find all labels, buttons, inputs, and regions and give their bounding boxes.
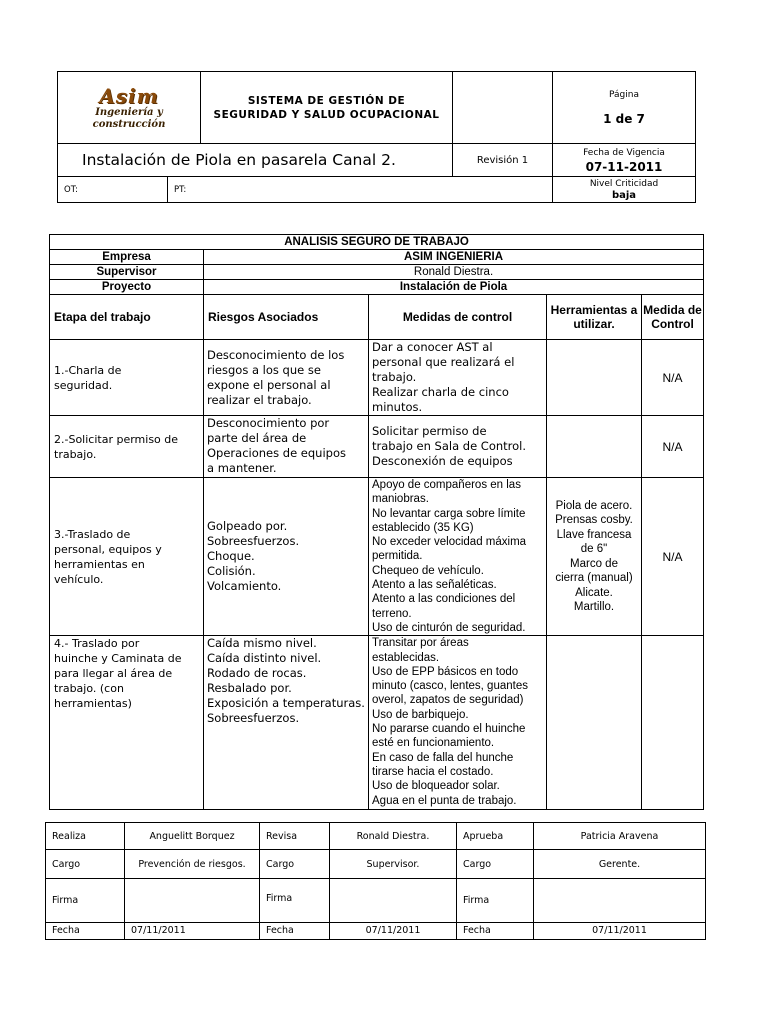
medidas-line: minuto (casco, lentes, guantes — [372, 680, 528, 693]
medidas-line: No exceder velocidad máxima — [372, 536, 527, 549]
column-header-medida-control: Medida de Control — [642, 295, 704, 340]
company-logo — [58, 72, 201, 144]
etapa-cell — [50, 416, 204, 478]
proyecto-value: Instalación de Piola — [204, 280, 704, 295]
herramientas-line: Piola de acero. — [555, 499, 633, 512]
medidas-line: Dar a conocer AST al — [372, 340, 493, 354]
medidas-line: Transitar por áreas — [372, 637, 469, 650]
firma-label-2: Firma — [260, 879, 330, 923]
vigencia-cell — [553, 144, 696, 177]
etapa-line: para llegar al área de — [54, 667, 173, 681]
pt-label: PT: — [168, 177, 553, 203]
riesgos-line: Colisión. — [207, 564, 256, 579]
etapa-line: huinche y Caminata de — [54, 652, 182, 666]
riesgos-line: Exposición a temperaturas. — [207, 696, 365, 711]
revisa-name: Ronald Diestra. — [330, 823, 457, 850]
medidas-line: Chequeo de vehículo. — [372, 564, 484, 577]
herramientas-line: Martillo. — [573, 601, 615, 614]
supervisor-label: Supervisor — [50, 265, 204, 280]
medidas-line: Uso de cinturón de seguridad. — [372, 621, 526, 634]
riesgos-line: Sobreesfuerzos. — [207, 534, 300, 549]
medidas-line: personal que realizará el — [372, 355, 515, 369]
document-header — [57, 71, 696, 203]
aprueba-name: Patricia Aravena — [534, 823, 706, 850]
medidas-line: establecido (35 KG) — [372, 521, 474, 534]
riesgos-line: a mantener. — [207, 461, 277, 475]
medidas-line: Agua en el punta de trabajo. — [372, 794, 517, 807]
riesgos-line: Resbalado por. — [207, 681, 292, 696]
ast-row — [50, 416, 704, 478]
herramientas-cell — [547, 340, 642, 416]
column-header-medidas: Medidas de control — [369, 295, 547, 340]
medidas-line: terreno. — [372, 607, 412, 620]
header-blank-cell — [453, 72, 553, 144]
etapa-line: herramientas) — [54, 697, 132, 711]
cargo-label-1: Cargo — [46, 850, 125, 879]
medidas-cell — [369, 478, 547, 636]
riesgos-line: Sobreesfuerzos. — [207, 711, 300, 726]
vigencia-value: 07-11-2011 — [585, 159, 663, 174]
medida-control-cell: N/A — [642, 478, 704, 636]
herramientas-line: Llave francesa — [556, 528, 632, 541]
medida-control-cell: N/A — [642, 340, 704, 416]
aprueba-label: Aprueba — [457, 823, 534, 850]
medidas-line: Desconexión de equipos — [372, 454, 513, 468]
cargo-revisa: Supervisor. — [330, 850, 457, 879]
riesgos-line: expone el personal al — [207, 377, 331, 392]
criticidad-value: baja — [611, 189, 637, 201]
medidas-cell — [369, 636, 547, 810]
riesgos-line: Desconocimiento por — [207, 416, 330, 430]
ast-rows — [50, 340, 704, 810]
firma-label-3: Firma — [457, 879, 534, 923]
cargo-aprueba: Gerente. — [534, 850, 706, 879]
etapa-line: 2.-Solicitar permiso de — [54, 432, 179, 446]
revision-label: Revisión 1 — [453, 144, 553, 177]
medida-control-cell: N/A — [642, 416, 704, 478]
ast-row — [50, 340, 704, 416]
empresa-value: ASIM INGENIERIA — [204, 250, 704, 265]
riesgos-line: Golpeado por. — [207, 519, 288, 534]
medidas-line: Atento a las condiciones del — [372, 593, 516, 606]
riesgos-line: Caída mismo nivel. — [207, 636, 317, 651]
herramientas-cell — [547, 636, 642, 810]
riesgos-line: Rodado de rocas. — [207, 666, 307, 681]
fecha-revisa: 07/11/2011 — [330, 923, 457, 940]
column-header-riesgos: Riesgos Asociados — [204, 295, 369, 340]
riesgos-line: Caída distinto nivel. — [207, 651, 322, 666]
empresa-label: Empresa — [50, 250, 204, 265]
medidas-cell — [369, 416, 547, 478]
etapa-cell — [50, 340, 204, 416]
herramientas-line: de 6" — [580, 543, 608, 556]
etapa-line: trabajo. — [54, 447, 97, 461]
herramientas-line: Marco de — [570, 557, 618, 570]
medidas-line: overol, zapatos de seguridad) — [372, 694, 524, 707]
system-title — [201, 72, 453, 144]
document-title: Instalación de Piola en pasarela Canal 2. — [58, 144, 453, 177]
medidas-line: trabajo. — [372, 370, 417, 384]
realiza-label: Realiza — [46, 823, 125, 850]
medidas-line: minutos. — [372, 400, 423, 414]
medidas-line: tirarse hacia el costado. — [372, 765, 494, 778]
page-label: Página — [609, 90, 639, 100]
riesgos-line: parte del área de — [207, 431, 307, 445]
logo-brand-text: Asim — [99, 83, 159, 108]
firma-revisa — [330, 879, 457, 923]
riesgos-cell — [204, 478, 369, 636]
ast-row — [50, 636, 704, 810]
criticidad-cell — [553, 177, 696, 203]
riesgos-cell — [204, 416, 369, 478]
realiza-name: Anguelitt Borquez — [125, 823, 260, 850]
medidas-line: Solicitar permiso de — [372, 424, 487, 438]
riesgos-cell — [204, 636, 369, 810]
fecha-aprueba: 07/11/2011 — [534, 923, 706, 940]
proyecto-label: Proyecto — [50, 280, 204, 295]
medidas-line: Uso de barbiquejo. — [372, 708, 469, 721]
herramientas-line: Prensas cosby. — [555, 514, 633, 527]
vigencia-label: Fecha de Vigencia — [583, 147, 665, 158]
medidas-line: Apoyo de compañeros en las — [372, 479, 521, 491]
ast-row — [50, 478, 704, 636]
herramientas-line: Alicate. — [575, 586, 613, 599]
riesgos-line: riesgos a los que se — [207, 362, 321, 377]
firma-label-1: Firma — [46, 879, 125, 923]
etapa-cell — [50, 478, 204, 636]
etapa-cell — [50, 636, 204, 810]
fecha-realiza: 07/11/2011 — [125, 923, 260, 940]
medidas-line: No levantar carga sobre límite — [372, 507, 526, 520]
etapa-line: vehículo. — [54, 572, 104, 586]
medidas-line: En caso de falla del hunche — [372, 751, 514, 764]
medidas-line: No pararse cuando el huinche — [372, 723, 526, 736]
etapa-line: trabajo. (con — [54, 682, 124, 696]
column-header-etapa: Etapa del trabajo — [50, 295, 204, 340]
cargo-realiza: Prevención de riesgos. — [125, 850, 260, 879]
medidas-cell — [369, 340, 547, 416]
ot-label: OT: — [58, 177, 168, 203]
medidas-line: esté en funcionamiento. — [372, 737, 495, 750]
logo-tagline-text: Ingeniería y construcción — [92, 106, 166, 130]
riesgos-line: Choque. — [207, 549, 255, 564]
fecha-label-2: Fecha — [260, 923, 330, 940]
column-header-herramientas: Herramientas a utilizar. — [547, 295, 642, 340]
ast-title: ANALISIS SEGURO DE TRABAJO — [50, 235, 704, 250]
medidas-line: Uso de bloqueador solar. — [372, 780, 500, 793]
medidas-line: Uso de EPP básicos en todo — [372, 665, 519, 678]
herramientas-cell — [547, 478, 642, 636]
riesgos-line: realizar el trabajo. — [207, 392, 312, 407]
ast-table — [49, 234, 704, 810]
etapa-line: 1.-Charla de — [54, 363, 122, 377]
medidas-line: Atento a las señaléticas. — [372, 579, 497, 592]
system-title-line2: SEGURIDAD Y SALUD OCUPACIONAL — [213, 108, 440, 121]
medidas-line: maniobras. — [372, 493, 429, 506]
system-title-line1: SISTEMA DE GESTIÓN DE — [247, 94, 406, 107]
etapa-line: seguridad. — [54, 378, 113, 392]
page-number-cell — [553, 72, 696, 144]
riesgos-line: Desconocimiento de los — [207, 347, 345, 362]
criticidad-label: Nivel Criticidad — [589, 178, 659, 189]
cargo-label-2: Cargo — [260, 850, 330, 879]
supervisor-value: Ronald Diestra. — [204, 265, 704, 280]
riesgos-line: Volcamiento. — [207, 579, 282, 594]
signature-table — [45, 822, 706, 940]
fecha-label-1: Fecha — [46, 923, 125, 940]
page-value: 1 de 7 — [603, 112, 645, 126]
firma-realiza — [125, 879, 260, 923]
medida-control-cell — [642, 636, 704, 810]
firma-aprueba — [534, 879, 706, 923]
medidas-line: permitida. — [372, 550, 423, 563]
etapa-line: personal, equipos y — [54, 542, 162, 556]
revisa-label: Revisa — [260, 823, 330, 850]
fecha-label-3: Fecha — [457, 923, 534, 940]
riesgos-line: Operaciones de equipos — [207, 446, 346, 460]
medidas-line: Realizar charla de cinco — [372, 385, 509, 399]
herramientas-line: cierra (manual) — [555, 572, 633, 585]
cargo-label-3: Cargo — [457, 850, 534, 879]
riesgos-cell — [204, 340, 369, 416]
etapa-line: herramientas en — [54, 557, 145, 571]
herramientas-cell — [547, 416, 642, 478]
etapa-line: 4.- Traslado por — [54, 637, 140, 651]
medidas-line: trabajo en Sala de Control. — [372, 439, 527, 453]
etapa-line: 3.-Traslado de — [54, 527, 131, 541]
medidas-line: establecidas. — [372, 651, 440, 664]
